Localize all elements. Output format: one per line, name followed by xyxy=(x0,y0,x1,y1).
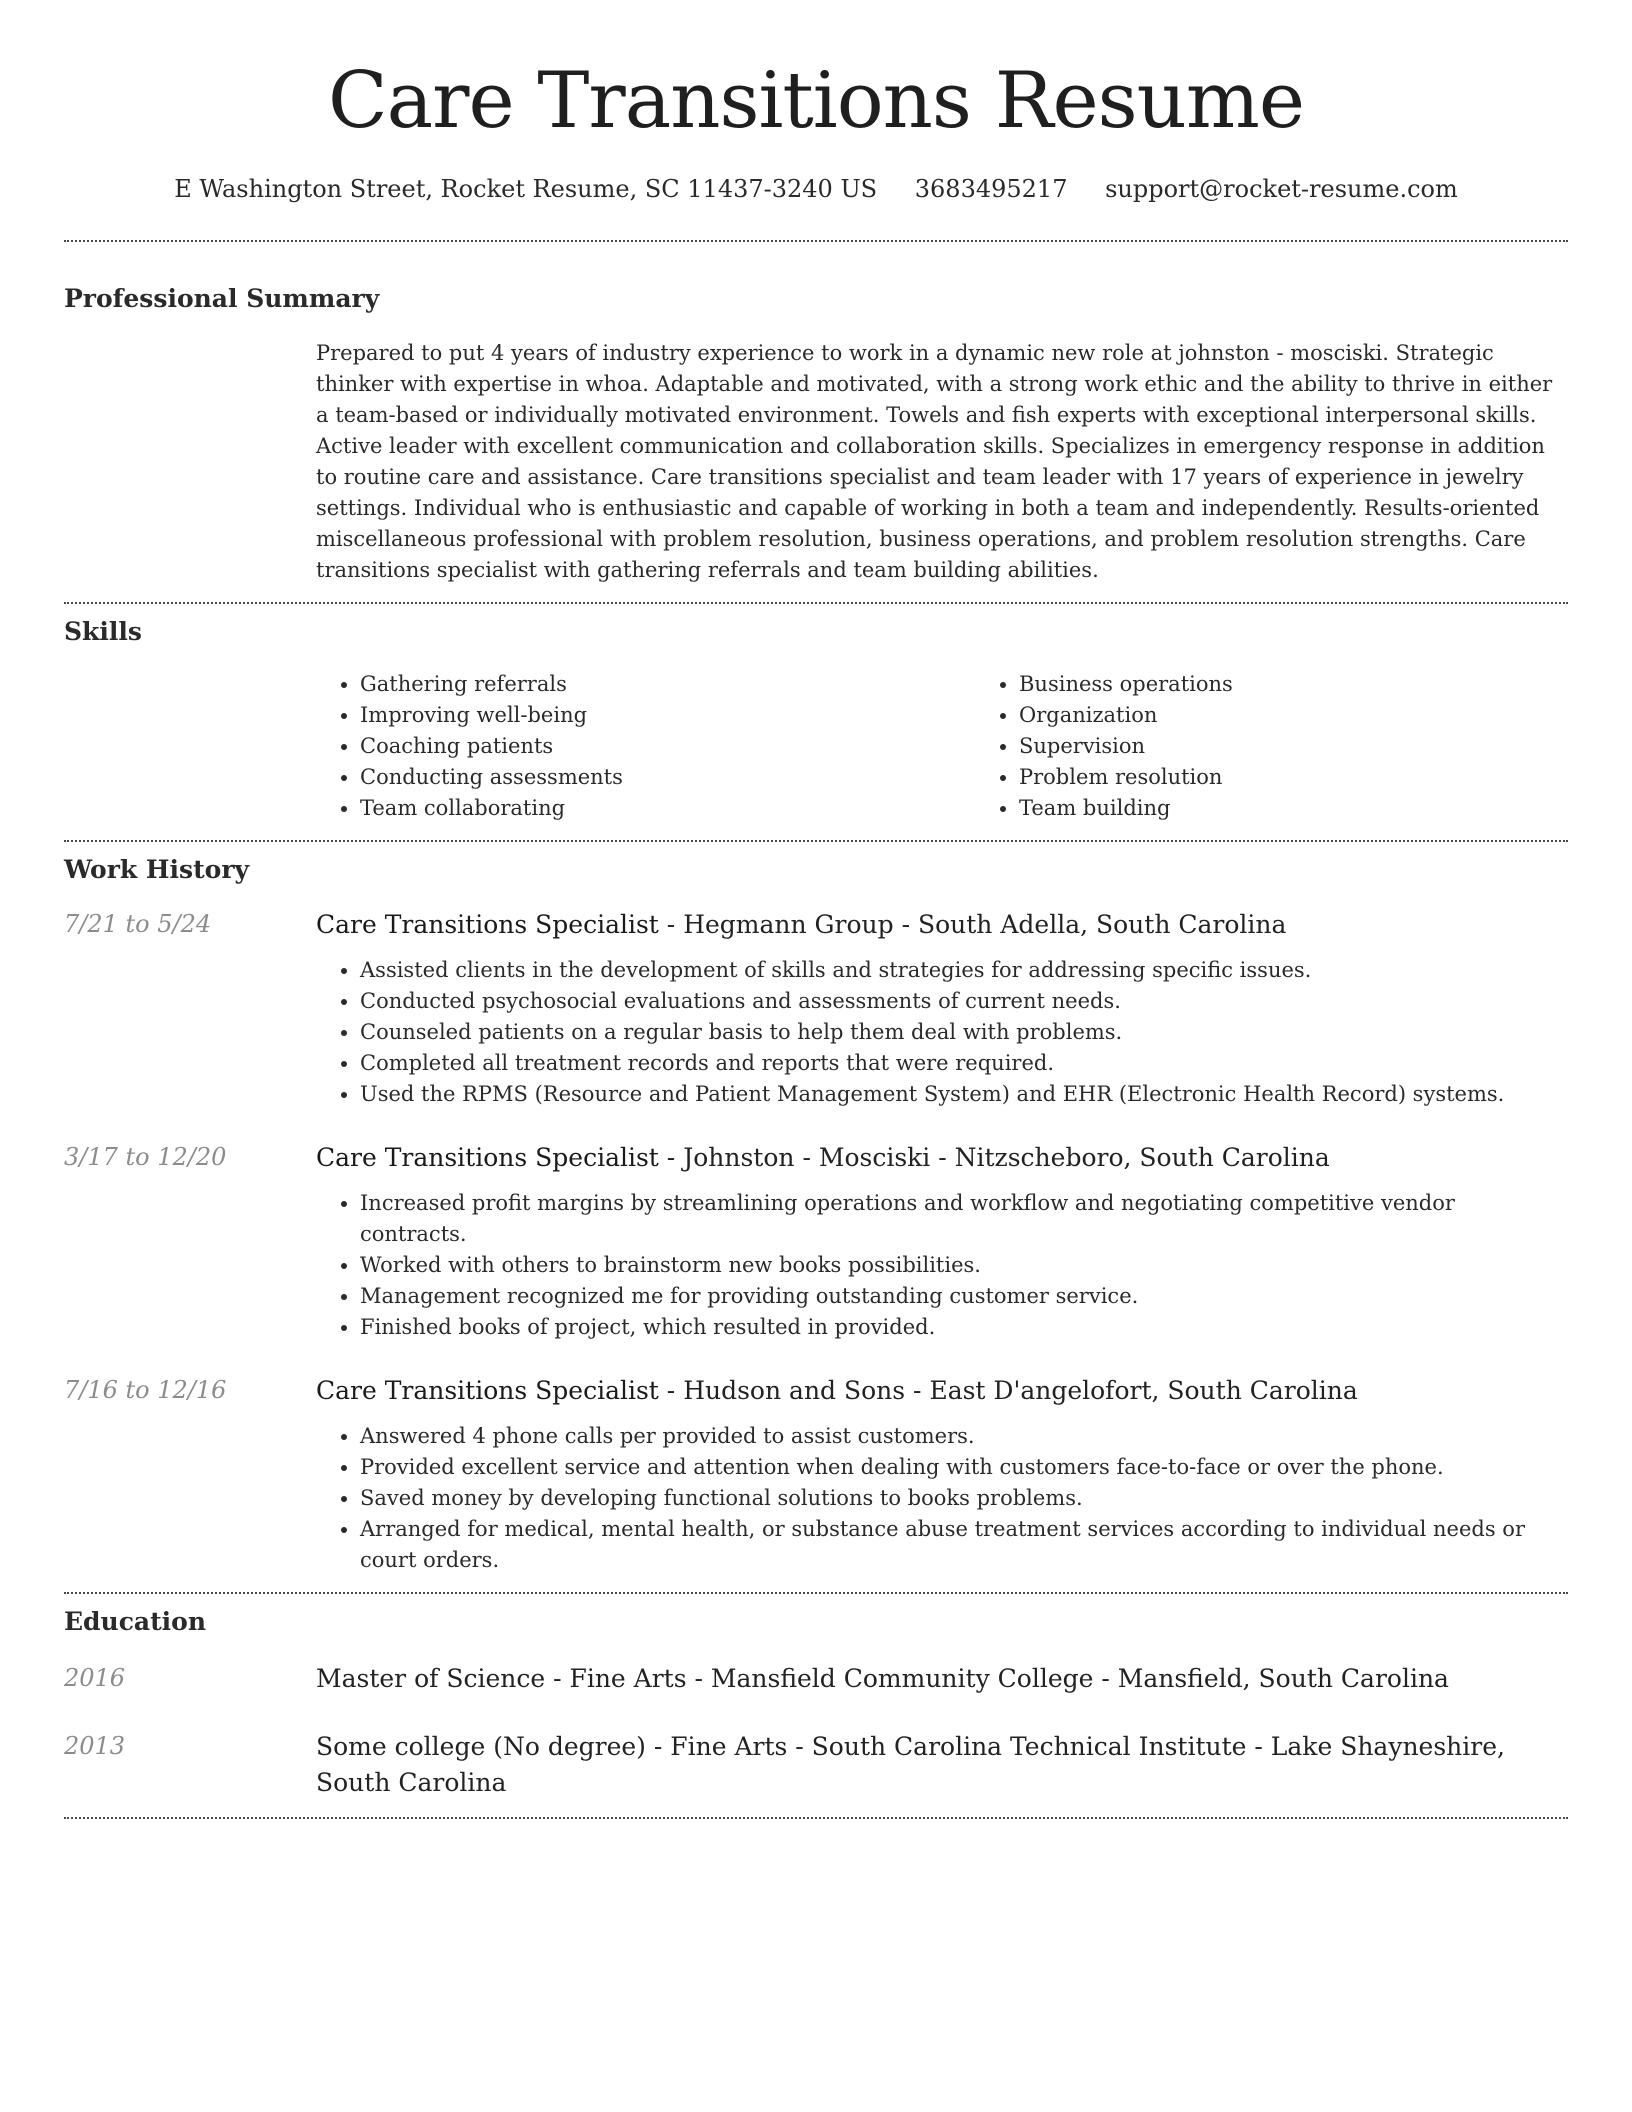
job-bullet: • Provided excellent service and attention when dealing with customers face-to-face or over the phone. xyxy=(360,1452,1568,1483)
contact-phone: 3683495217 xyxy=(914,175,1068,203)
education-section xyxy=(64,1605,1568,1801)
job-title xyxy=(316,907,1568,943)
job-bullet: • Management recognized me for providing outstanding customer service. xyxy=(360,1281,1568,1312)
section-divider xyxy=(64,602,1568,604)
skill-item: • Improving well-being xyxy=(360,700,975,731)
contact-email: support@rocket-resume.com xyxy=(1105,175,1458,203)
education-title xyxy=(316,1661,1568,1697)
section-divider xyxy=(64,240,1568,242)
education-details: - South Carolina Technical Institute - Lake Shayneshire, South Carolina xyxy=(316,1732,1505,1797)
job-role: Care Transitions Specialist xyxy=(316,910,659,939)
section-title-work-history: Work History xyxy=(64,855,250,884)
job-bullet: • Finished books of project, which resulted in provided. xyxy=(360,1312,1568,1343)
job-bullets xyxy=(316,1421,1568,1576)
job-bullet: • Conducted psychosocial evaluations and assessments of current needs. xyxy=(360,986,1568,1017)
education-details: - Mansfield Community College - Mansfield, South Carolina xyxy=(686,1664,1449,1693)
summary-section xyxy=(64,282,1568,586)
job-bullet: • Increased profit margins by streamlining operations and workflow and negotiating competitive vendor contracts. xyxy=(360,1188,1568,1250)
education-entry xyxy=(64,1729,1568,1801)
job-entry xyxy=(64,1140,1568,1343)
skills-column-left xyxy=(316,669,975,824)
job-bullet: • Completed all treatment records and reports that were required. xyxy=(360,1048,1568,1079)
education-degree: Some college (No degree) - Fine Arts xyxy=(316,1732,788,1761)
job-dates: 7/21 to 5/24 xyxy=(64,910,212,938)
contact-line xyxy=(64,172,1568,206)
work-history-section xyxy=(64,853,1568,1576)
summary-text: Prepared to put 4 years of industry experience to work in a dynamic new role at johnston - mosciski. Strategic thinker with expertise in whoa. Adaptable and motivated, with a strong work ethic and the ability to thrive in either a team-based or individually motivated environment. Towels and fish experts with exceptional interpersonal skills. Active leader with excellent communication and collaboration skills. Specializes in emergency response in addition to routine care and assistance. Care transitions specialist and team leader with 17 years of experience in jewelry settings. Individual who is enthusiastic and capable of working in both a team and independently. Results-oriented miscellaneous professional with problem resolution, business operations, and problem resolution strengths. Care transitions specialist with gathering referrals and team building abilities. xyxy=(316,341,1553,582)
skills-column-right xyxy=(975,669,1632,824)
section-divider xyxy=(64,840,1568,842)
job-bullet: • Used the RPMS (Resource and Patient Management System) and EHR (Electronic Health Record) systems. xyxy=(360,1079,1568,1110)
job-details: - Johnston - Mosciski - Nitzscheboro, South Carolina xyxy=(658,1143,1330,1172)
resume-page xyxy=(64,0,1568,1819)
job-bullet: • Assisted clients in the development of skills and strategies for addressing specific issues. xyxy=(360,955,1568,986)
job-details: - Hudson and Sons - East D'angelofort, South Carolina xyxy=(658,1376,1358,1405)
job-title xyxy=(316,1373,1568,1409)
job-bullet: • Counseled patients on a regular basis to help them deal with problems. xyxy=(360,1017,1568,1048)
section-title-education: Education xyxy=(64,1607,207,1636)
skills-section xyxy=(64,615,1568,824)
job-role: Care Transitions Specialist xyxy=(316,1143,659,1172)
skill-item: • Gathering referrals xyxy=(360,669,975,700)
section-title-skills: Skills xyxy=(64,617,142,646)
job-dates: 7/16 to 12/16 xyxy=(64,1376,227,1404)
job-bullets xyxy=(316,1188,1568,1343)
skill-item: • Conducting assessments xyxy=(360,762,975,793)
job-bullet: • Answered 4 phone calls per provided to assist customers. xyxy=(360,1421,1568,1452)
skill-item: • Supervision xyxy=(1019,731,1632,762)
job-entry xyxy=(64,1373,1568,1576)
education-year: 2013 xyxy=(64,1732,126,1760)
section-divider xyxy=(64,1592,1568,1594)
skill-item: • Problem resolution xyxy=(1019,762,1632,793)
education-year: 2016 xyxy=(64,1664,126,1692)
education-degree: Master of Science - Fine Arts xyxy=(316,1664,687,1693)
skill-item: • Organization xyxy=(1019,700,1632,731)
job-entry xyxy=(64,907,1568,1110)
job-bullet: • Worked with others to brainstorm new books possibilities. xyxy=(360,1250,1568,1281)
job-details: - Hegmann Group - South Adella, South Carolina xyxy=(658,910,1287,939)
job-dates: 3/17 to 12/20 xyxy=(64,1143,227,1171)
contact-address: E Washington Street, Rocket Resume, SC 11437-3240 US xyxy=(174,175,878,203)
resume-name: Care Transitions Resume xyxy=(327,56,1305,146)
section-title-summary: Professional Summary xyxy=(64,284,380,313)
job-title xyxy=(316,1140,1568,1176)
section-divider xyxy=(64,1817,1568,1819)
skills-list xyxy=(316,669,1632,824)
job-bullet: • Saved money by developing functional solutions to books problems. xyxy=(360,1483,1568,1514)
education-entry xyxy=(64,1661,1568,1697)
job-role: Care Transitions Specialist xyxy=(316,1376,659,1405)
job-bullet: • Arranged for medical, mental health, or substance abuse treatment services according to individual needs or court orders. xyxy=(360,1514,1568,1576)
skill-item: • Team building xyxy=(1019,793,1632,824)
education-title xyxy=(316,1729,1568,1801)
job-bullets xyxy=(316,955,1568,1110)
skill-item: • Business operations xyxy=(1019,669,1632,700)
skill-item: • Coaching patients xyxy=(360,731,975,762)
skill-item: • Team collaborating xyxy=(360,793,975,824)
